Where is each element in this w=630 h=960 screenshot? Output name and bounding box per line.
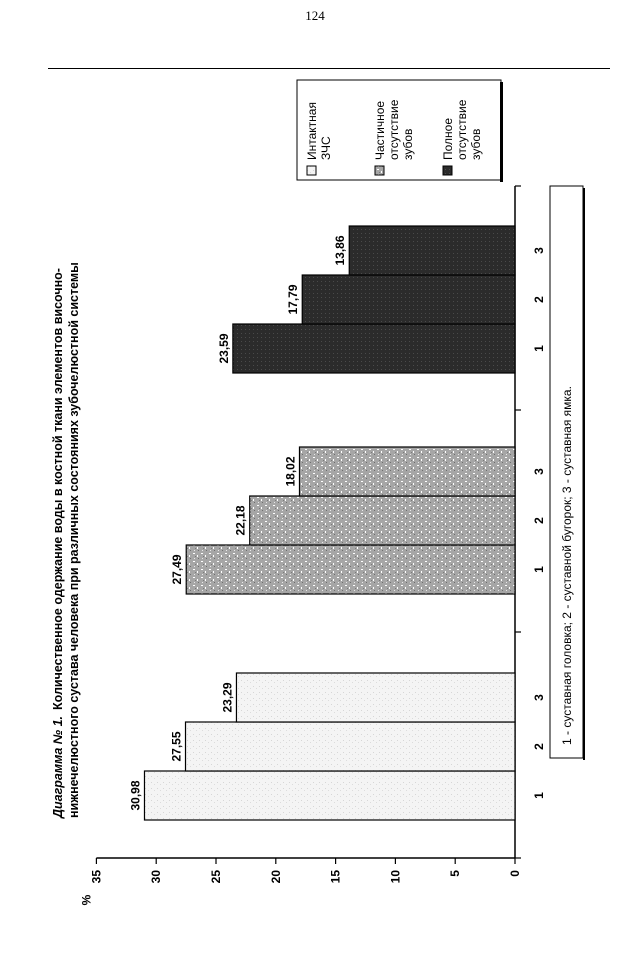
- bar-series3-cat2: [302, 275, 515, 324]
- value-label-series2-cat1: 27,49: [170, 554, 185, 585]
- legend-label-series3-line3: зубов: [469, 128, 483, 160]
- value-label-series2-cat3: 18,02: [283, 456, 298, 487]
- category-label-series2-cat2: 2: [532, 517, 546, 524]
- legend-label-series3-line1: Полное: [441, 117, 455, 160]
- value-label-series1-cat3: 23,29: [220, 682, 235, 713]
- y-axis-label: %: [79, 894, 94, 906]
- value-label-series3-cat2: 17,79: [286, 284, 301, 315]
- legend-label-series2-line1: Частичное: [373, 100, 387, 160]
- y-tick-label: 10: [388, 870, 403, 884]
- bar-series1-cat2: [186, 722, 515, 771]
- y-tick-label: 5: [448, 870, 463, 877]
- footnote-box: [550, 186, 585, 760]
- bar-series1-cat1: [144, 771, 515, 820]
- legend-label-series2-line2: отсутствие: [387, 99, 401, 160]
- y-tick-label: 25: [209, 870, 223, 884]
- value-label-series3-cat1: 23,59: [216, 333, 231, 364]
- y-tick-label: 0: [508, 870, 522, 877]
- chart-title-line1: Диаграмма № 1.Количественное одержание воды в костной ткани элементов височно-: [51, 268, 65, 818]
- page-number: 124: [305, 8, 325, 23]
- category-label-series2-cat3: 3: [532, 468, 546, 475]
- category-label-series3-cat3: 3: [532, 247, 546, 254]
- bar-series2-cat3: [299, 447, 515, 496]
- category-label-series1-cat2: 2: [532, 743, 546, 750]
- legend: [297, 80, 503, 182]
- y-tick-labels: [89, 870, 522, 884]
- legend-swatch-series3: [443, 166, 452, 175]
- chart-title-lead: Диаграмма № 1.: [51, 715, 65, 818]
- category-label-series3-cat2: 2: [532, 296, 546, 303]
- chart-title-line2: нижнечелюстного сустава человека при различных состояниях зубочелюстной системы: [67, 262, 81, 818]
- bar-series2-cat1: [186, 545, 515, 594]
- category-label-series1-cat3: 3: [532, 694, 546, 701]
- bar-series3-cat3: [349, 226, 515, 275]
- bar-series1-cat3: [236, 673, 515, 722]
- legend-label-series2-line3: зубов: [401, 128, 415, 160]
- legend-label-series1-line2: ЗЧС: [319, 136, 333, 160]
- value-label-series1-cat1: 30,98: [128, 780, 143, 811]
- legend-swatch-series2: [375, 166, 384, 175]
- y-tick-label: 35: [89, 870, 104, 884]
- value-label-series3-cat3: 13,86: [333, 235, 348, 266]
- category-footnote: 1 - суставная головка; 2 - суставной бугорок; 3 - суставная ямка.: [560, 386, 574, 745]
- bar-series2-cat2: [250, 496, 515, 545]
- bars-group: [144, 226, 515, 820]
- category-label-series2-cat1: 1: [532, 566, 546, 573]
- value-label-series1-cat2: 27,55: [169, 731, 184, 762]
- legend-swatch-series1: [307, 166, 316, 175]
- legend-label-series3-line2: отсутствие: [455, 99, 469, 160]
- y-tick-label: 15: [328, 870, 343, 884]
- value-label-series2-cat2: 22,18: [233, 505, 248, 536]
- category-label-series3-cat1: 1: [532, 345, 546, 352]
- category-labels: [532, 247, 546, 799]
- bar-series3-cat1: [233, 324, 515, 373]
- y-tick-label: 30: [149, 870, 164, 884]
- legend-shadow: [500, 82, 503, 182]
- category-label-series1-cat1: 1: [532, 792, 546, 799]
- legend-label-series1-line1: Интактная: [305, 102, 319, 160]
- y-tick-label: 20: [268, 870, 283, 884]
